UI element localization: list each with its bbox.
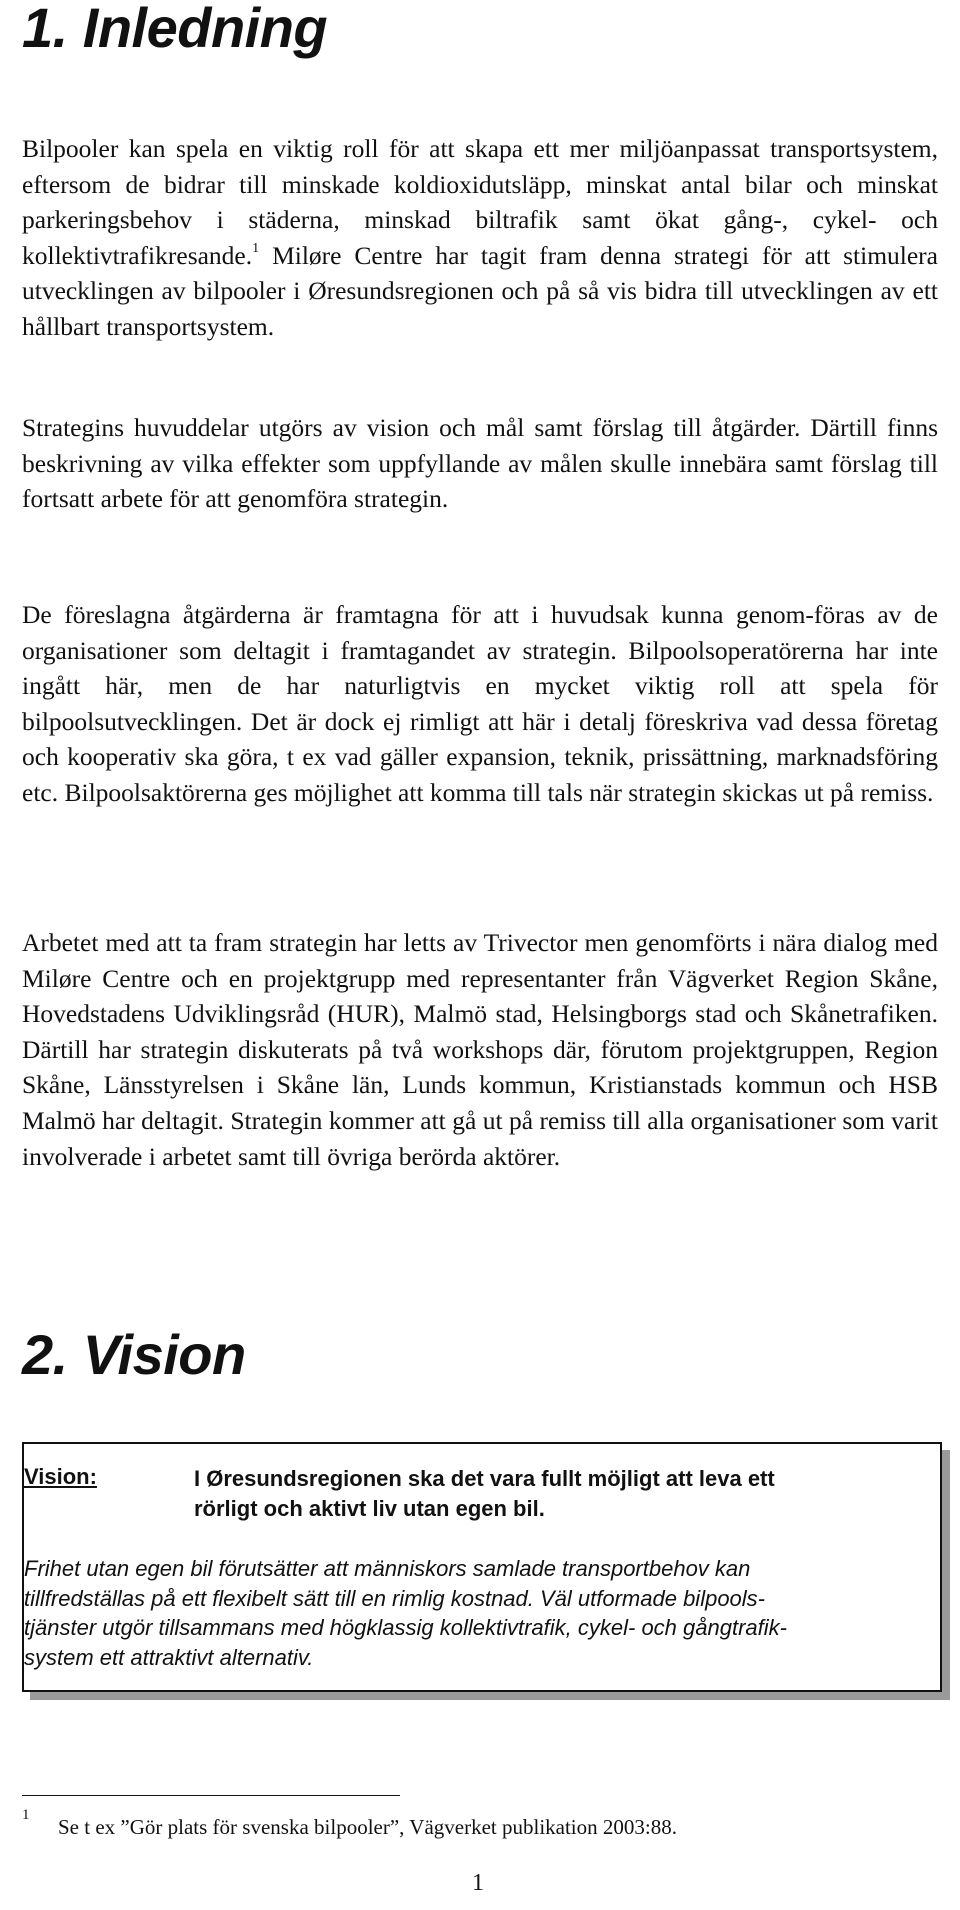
footnote-separator [22, 1795, 400, 1796]
footnote-text: Se t ex ”Gör plats för svenska bilpooler”, Vägverket publikation 2003:88. [58, 1815, 677, 1839]
page-number: 1 [472, 1870, 484, 1896]
footnote-number: 1 [22, 1807, 30, 1823]
vision-label: Vision: [24, 1464, 97, 1489]
vision-description: Frihet utan egen bil förutsätter att människors samlade transportbehov kan tillfredställas på ett flexibelt sätt till en rimlig kostnad. Väl utformade bilpools- tjänster utgör tillsammans med högklassig kollektivtrafik, cykel- och gångtrafik- system ett attraktivt alternativ. [24, 1556, 787, 1670]
section-heading-inledning: 1. Inledning [22, 0, 328, 59]
section-heading-vision: 2. Vision [22, 1323, 246, 1386]
intro-paragraph-4: Arbetet med att ta fram strategin har letts av Trivector men genomförts i nära dialog med Miløre Centre och en projektgrupp med representanter från Vägverket Region Skåne, Hovedstadens Udviklingsråd (HUR), Malmö stad, Helsingborgs stad och Skånetrafiken. Därtill har strategin diskuterats på två workshops där, förutom projektgruppen, Region Skåne, Länsstyrelsen i Skåne län, Lunds kommun, Kristianstads kommun och HSB Malmö har deltagit. Strategin kommer att gå ut på remiss till alla organisationer som varit involverade i arbetet samt till övriga berörda aktörer. [22, 928, 938, 1171]
intro-paragraph-1 [22, 131, 938, 345]
vision-box [22, 1442, 942, 1692]
vision-statement: I Øresundsregionen ska det vara fullt möjligt att leva ett rörligt och aktivt liv utan egen bil. [194, 1466, 775, 1521]
intro-paragraph-2: Strategins huvuddelar utgörs av vision och mål samt förslag till åtgärder. Därtill finns beskrivning av vilka effekter som uppfyllande av målen skulle innebära samt förslag till fortsatt arbete för att genomföra strategin. [22, 413, 938, 514]
intro-paragraph-1-continued: Miløre Centre har tagit fram denna strategi för att stimulera utvecklingen av bilpooler i Øresundsregionen och på så vis bidra till utvecklingen av ett hållbart transportsystem. [22, 240, 938, 341]
footnote-reference: 1 [252, 240, 260, 256]
intro-paragraph-1-text: Bilpooler kan spela en viktig roll för att skapa ett mer miljöanpassat transportsystem, eftersom de bidrar till minskade koldioxidutsläpp, minskat antal bilar och minskat parkeringsbehov i städerna, minskad biltrafik samt ökat gång-, cykel- och kollektivtrafikresande. [22, 134, 938, 270]
intro-paragraph-3: De föreslagna åtgärderna är framtagna för att i huvudsak kunna genom-föras av de organisationer som deltagit i framtagandet av strategin. Bilpoolsoperatörerna har inte ingått här, men de har naturligtvis en mycket viktig roll att spela för bilpoolsutvecklingen. Det är dock ej rimligt att här i detalj föreskriva vad dessa företag och kooperativ ska göra, t ex vad gäller expansion, teknik, prissättning, marknadsföring etc. Bilpoolsaktörerna ges möjlighet att komma till tals när strategin skickas ut på remiss. [22, 600, 938, 807]
